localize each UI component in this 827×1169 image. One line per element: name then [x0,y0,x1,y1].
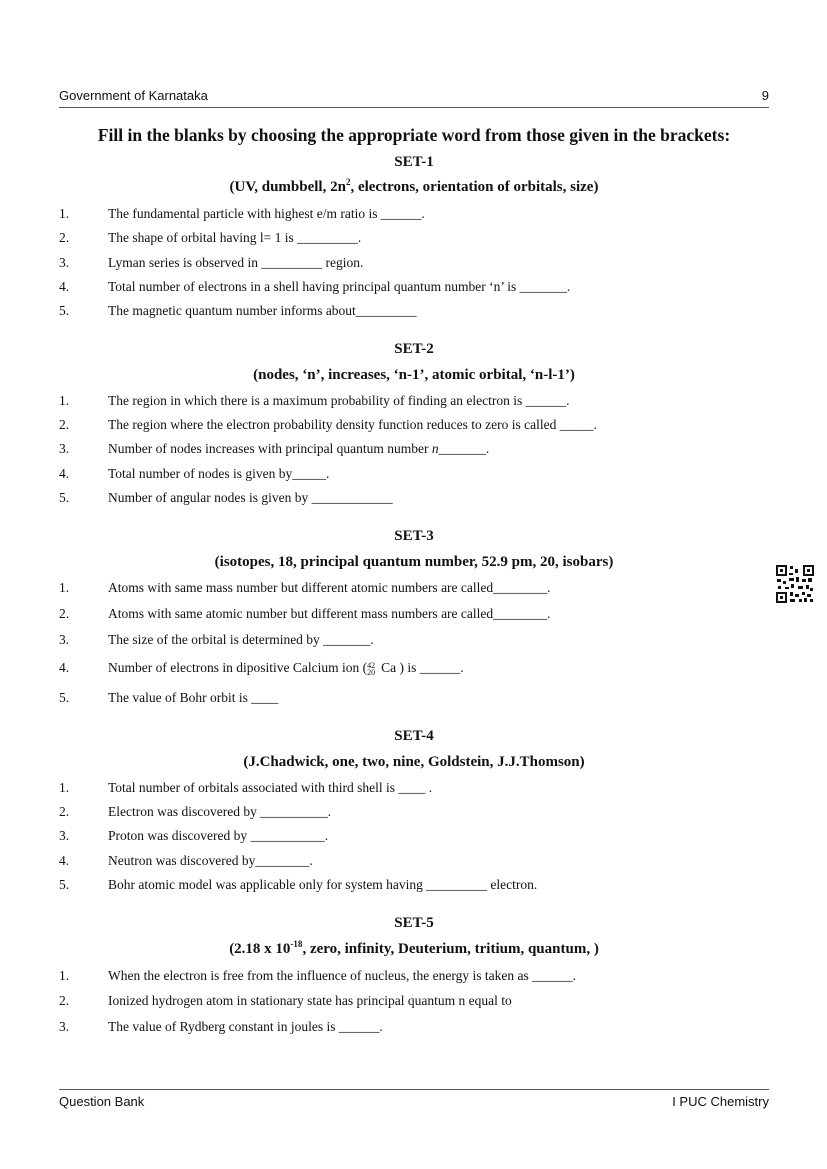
question-text: The value of Rydberg constant in joules is ______. [108,1019,383,1034]
set-2-title: SET-2 [394,341,434,357]
set-1-words-post: , electrons, orientation of orbitals, size) [350,179,599,195]
question-number: 3. [59,1019,70,1034]
set-5-word-bank [59,941,769,958]
isotope-symbol: Ca [381,660,397,675]
question-number: 1. [59,393,70,408]
set-1-word-bank [59,179,769,196]
isotope-notation [367,662,381,676]
page-number: 9 [761,88,769,103]
question-number: 5. [59,303,70,318]
page-footer [59,1089,769,1112]
question-text: Atoms with same atomic number but different mass numbers are called________. [108,606,551,621]
question-number: 3. [59,255,70,270]
question-number: 3. [59,828,70,843]
question-number: 2. [59,230,70,245]
question-number: 4. [59,660,70,675]
qr-code-icon [776,565,814,603]
question-text: The region where the electron probability density function reduces to zero is called _____. [108,417,597,432]
set-4-word-bank: (J.Chadwick, one, two, nine, Goldstein, J.J.Thomson) [243,754,585,770]
question-number: 1. [59,780,70,795]
question-number: 2. [59,993,70,1008]
question-number: 2. [59,804,70,819]
question-text-pre: Number of nodes increases with principal quantum number [108,441,432,456]
question-text: Total number of nodes is given by_____. [108,466,330,481]
page-header [59,87,769,108]
footer-left-label: Question Bank [59,1094,145,1109]
question-text: Total number of orbitals associated with third shell is ____ . [108,780,433,795]
page-title: Fill in the blanks by choosing the appropriate word from those given in the brackets: [97,125,731,145]
question-text: The fundamental particle with highest e/m ratio is ______. [108,206,425,221]
question-text: Ionized hydrogen atom in stationary state has principal quantum n equal to [108,993,512,1008]
question-text: Electron was discovered by __________. [108,804,332,819]
set-1-title: SET-1 [394,154,434,170]
question-number: 3. [59,441,70,456]
set-3-title: SET-3 [394,528,434,544]
question-text: The magnetic quantum number informs about_________ [108,303,417,318]
question-text: Proton was discovered by ___________. [108,828,329,843]
question-number: 4. [59,853,70,868]
question-number: 5. [59,877,70,892]
isotope-atomic-number: 20 [367,667,376,677]
question-text [108,660,464,676]
question-text [108,441,489,457]
question-text: When the electron is free from the influence of nucleus, the energy is taken as ______. [108,968,576,983]
question-text: Atoms with same mass number but different atomic numbers are called________. [108,580,551,595]
isotope-mass-number: 42 [367,660,376,670]
question-text-post: _______. [438,441,490,456]
question-number: 1. [59,206,70,221]
question-text-variable: n [431,441,439,456]
set-3-word-bank: (isotopes, 18, principal quantum number, 52.9 pm, 20, isobars) [214,554,614,570]
question-number: 4. [59,279,70,294]
question-number: 3. [59,632,70,647]
set-4-title: SET-4 [394,728,434,744]
question-number: 1. [59,968,70,983]
question-text: Total number of electrons in a shell having principal quantum number ‘n’ is _______. [108,279,571,294]
question-text: Neutron was discovered by________. [108,853,313,868]
question-number: 4. [59,466,70,481]
question-number: 2. [59,606,70,621]
question-text-pre: Number of electrons in dipositive Calcium ion ( [108,660,368,675]
question-text: The shape of orbital having l= 1 is _________. [108,230,362,245]
set-5-words-post: , zero, infinity, Deuterium, tritium, quantum, ) [302,941,599,957]
question-text: Lyman series is observed in _________ region. [108,255,364,270]
question-number: 5. [59,690,70,705]
question-text: Bohr atomic model was applicable only for system having _________ electron. [108,877,538,892]
question-number: 5. [59,490,70,505]
set-5-title: SET-5 [394,915,434,931]
question-text: The size of the orbital is determined by _______. [108,632,374,647]
set-1-words-sup: 2 [345,177,351,187]
question-text: Number of angular nodes is given by ____________ [108,490,393,505]
set-2-word-bank: (nodes, ‘n’, increases, ‘n-1’, atomic orbital, ‘n-l-1’) [253,367,575,383]
header-institution: Government of Karnataka [59,88,208,103]
question-text: The value of Bohr orbit is ____ [108,690,279,705]
footer-right-label: I PUC Chemistry [672,1094,769,1109]
set-5-words-sup: -18 [290,939,303,949]
set-5-words-pre: (2.18 x 10 [229,941,291,957]
question-number: 1. [59,580,70,595]
question-number: 2. [59,417,70,432]
question-text-post: ) is ______. [399,660,464,675]
set-1-words-pre: (UV, dumbbell, 2n [229,179,346,195]
question-text: The region in which there is a maximum probability of finding an electron is ______. [108,393,570,408]
